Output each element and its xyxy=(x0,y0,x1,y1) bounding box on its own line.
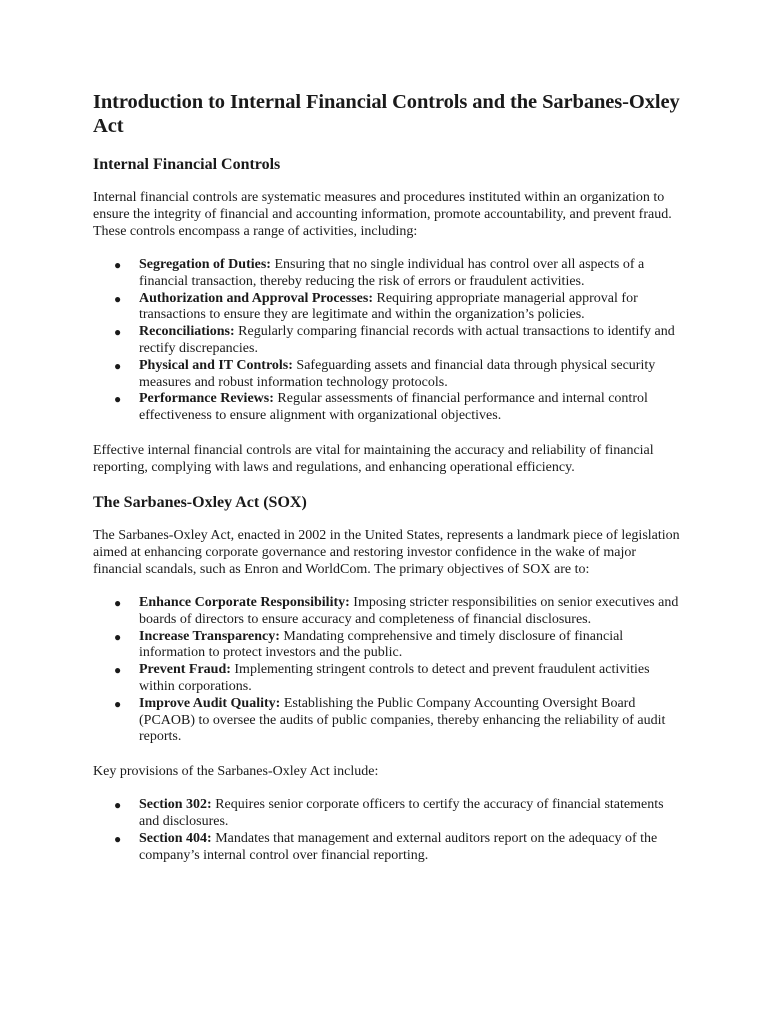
paragraph-sox-intro: The Sarbanes-Oxley Act, enacted in 2002 in the United States, represents a landmark piece of legislation aimed at enhancing corporate governance and restoring investor confidence in the wake of major financial scandals, such as Enron and WorldCom. The primary objectives of SOX are to: xyxy=(93,527,680,577)
list-item-text: Ensuring that no single individual has control over all aspects of a financial transaction, thereby reducing the risk of errors or fraudulent activities. xyxy=(139,257,645,289)
paragraph-sox-provisions-intro: Key provisions of the Sarbanes-Oxley Act include: xyxy=(93,764,379,780)
list-item xyxy=(114,324,686,358)
list-item-term: Performance Reviews: xyxy=(139,391,274,407)
list-item-term: Reconciliations: xyxy=(139,324,235,340)
list-item xyxy=(114,391,686,425)
list-item-text: Requires senior corporate officers to certify the accuracy of financial statements and disclosures. xyxy=(139,797,664,829)
list-item-term: Section 404: xyxy=(139,830,212,846)
list-item xyxy=(114,662,686,696)
list-internal-controls xyxy=(93,257,686,425)
list-item-term: Segregation of Duties: xyxy=(139,257,271,272)
list-item-term: Increase Transparency: xyxy=(139,628,280,644)
bullet-icon: ● xyxy=(114,696,122,711)
bullet-icon: ● xyxy=(114,629,122,644)
bullet-icon: ● xyxy=(114,595,122,610)
bullet-icon: ● xyxy=(114,291,122,306)
list-item-text: Regular assessments of financial performance and internal control effectiveness to ensure alignment with organizational objectives. xyxy=(139,391,648,424)
document-title: Introduction to Internal Financial Controls and the Sarbanes-Oxley Act xyxy=(93,91,680,137)
list-sox-objectives xyxy=(93,595,686,746)
bullet-icon: ● xyxy=(114,663,122,678)
section-heading-internal-controls: Internal Financial Controls xyxy=(93,156,281,173)
list-item-term: Section 302: xyxy=(139,797,212,813)
list-item xyxy=(114,594,686,629)
list-item-text: Establishing the Public Company Accounting Oversight Board (PCAOB) to oversee the audits of public companies, thereby enhancing the reliability of audit reports. xyxy=(139,695,666,745)
list-sox-provisions xyxy=(93,797,686,864)
list-item xyxy=(114,290,686,325)
list-item-text: Safeguarding assets and financial data through physical security measures and robust information technology protocols. xyxy=(139,357,656,390)
list-item-text: Mandates that management and external auditors report on the adequacy of the company’s internal control over financial reporting. xyxy=(139,830,658,863)
bullet-icon: ● xyxy=(114,258,122,272)
list-item-text: Mandating comprehensive and timely disclosure of financial information to protect investors and the public. xyxy=(139,628,624,661)
list-item-term: Improve Audit Quality: xyxy=(139,695,281,711)
bullet-icon: ● xyxy=(114,798,122,813)
bullet-icon: ● xyxy=(114,358,122,373)
list-item-text: Regularly comparing financial records with actual transactions to identify and rectify discrepancies. xyxy=(139,324,675,356)
list-item-term: Physical and IT Controls: xyxy=(139,357,293,373)
list-item-text: Implementing stringent controls to detect and prevent fraudulent activities within corporations. xyxy=(139,662,650,694)
list-item xyxy=(114,357,686,392)
list-item xyxy=(114,797,686,831)
bullet-icon: ● xyxy=(114,831,122,846)
section-heading-sox: The Sarbanes-Oxley Act (SOX) xyxy=(93,493,307,511)
list-item xyxy=(114,628,686,663)
list-item xyxy=(114,695,686,746)
bullet-icon: ● xyxy=(114,392,122,407)
list-item xyxy=(114,257,686,291)
list-item-term: Authorization and Approval Processes: xyxy=(139,290,373,306)
list-item xyxy=(114,830,686,865)
list-item-term: Prevent Fraud: xyxy=(139,662,231,678)
bullet-icon: ● xyxy=(114,325,122,340)
list-item-text: Imposing stricter responsibilities on senior executives and boards of directors to ensure accuracy and completeness of financial disclosures. xyxy=(139,594,679,627)
list-item-text: Requiring appropriate managerial approval for transactions to ensure they are legitimate and within the organization’s policies. xyxy=(139,290,638,323)
paragraph-internal-controls-conclusion: Effective internal financial controls are vital for maintaining the accuracy and reliability of financial reporting, complying with laws and regulations, and enhancing operational efficiency. xyxy=(93,442,654,475)
list-item-term: Enhance Corporate Responsibility: xyxy=(139,594,350,610)
paragraph-internal-controls-intro: Internal financial controls are systematic measures and procedures instituted within an organization to ensure the integrity of financial and accounting information, promote accountability, and prevent fraud. These controls encompass a range of activities, including: xyxy=(93,190,672,239)
